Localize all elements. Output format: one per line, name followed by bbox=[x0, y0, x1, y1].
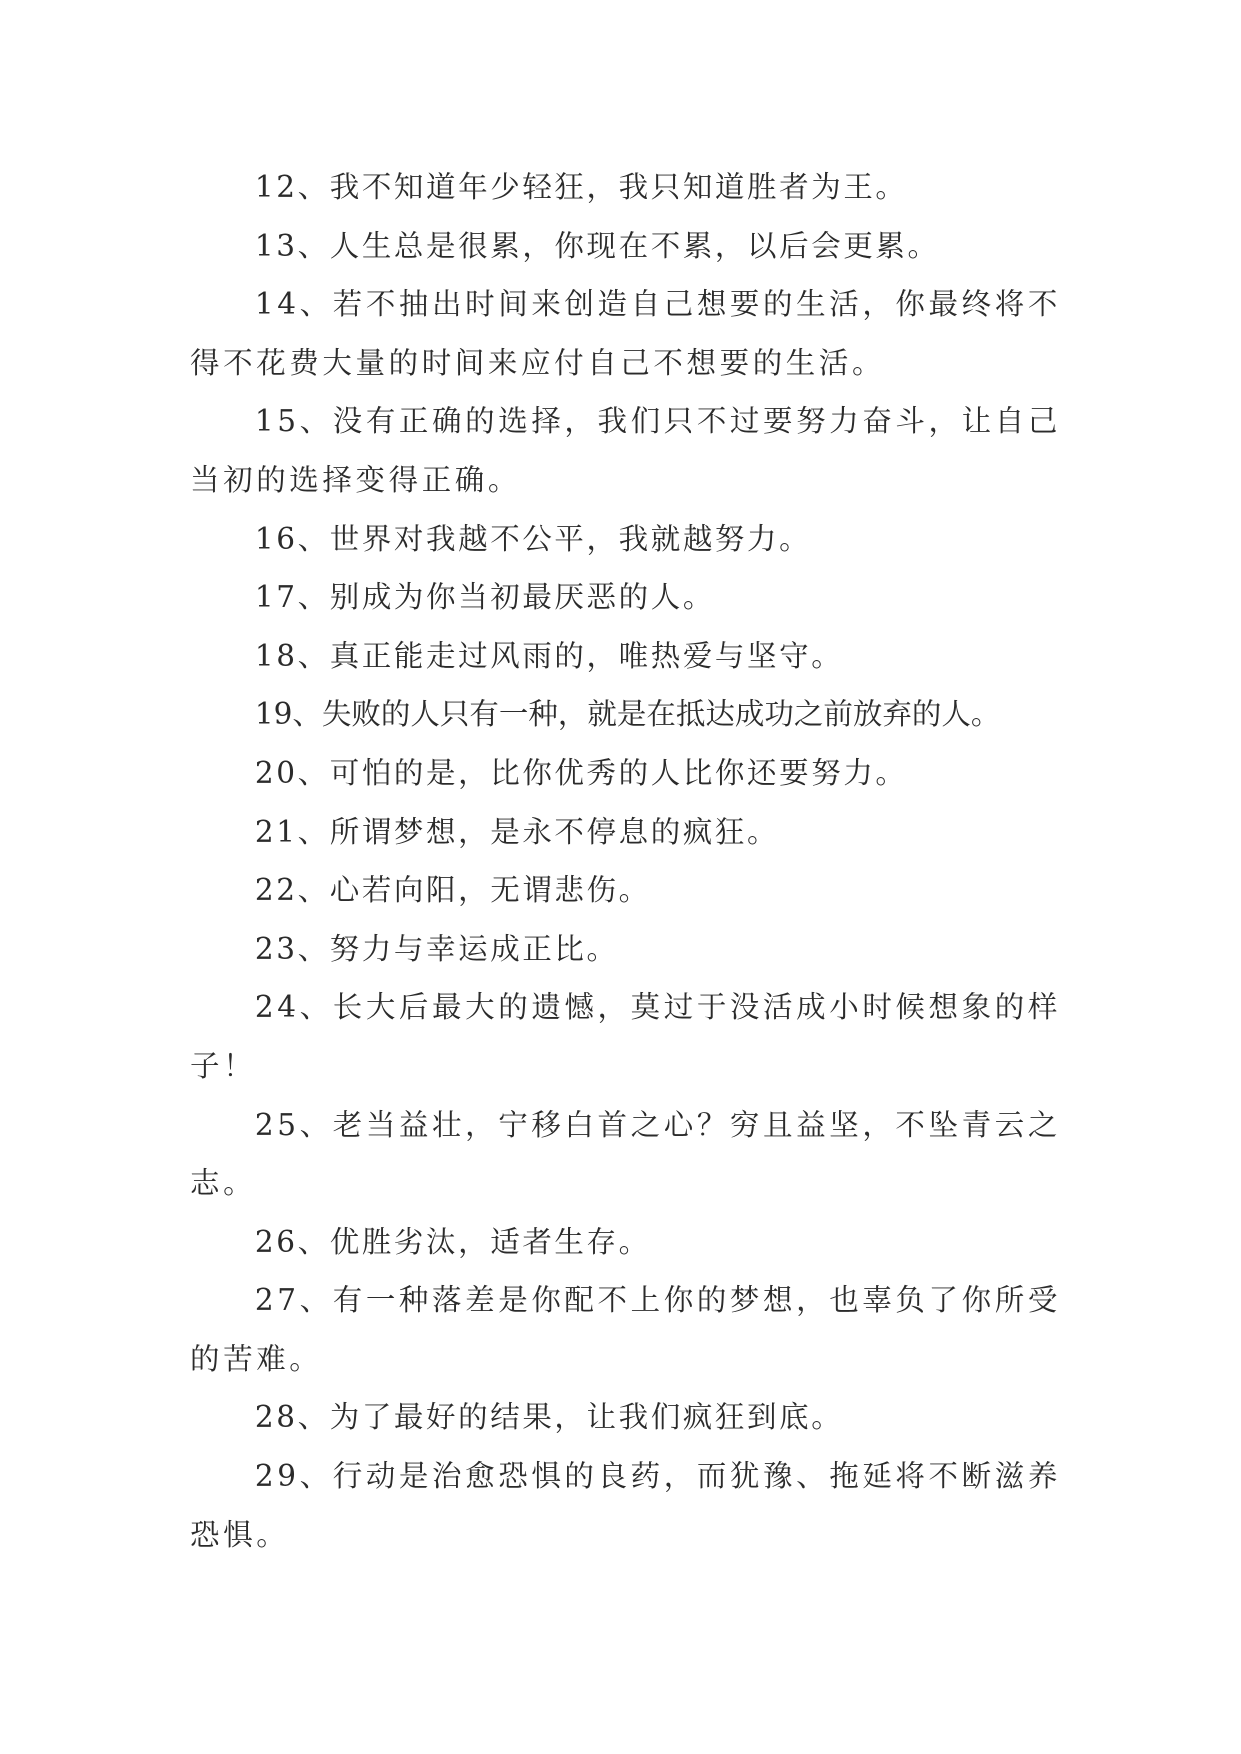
quote-line: 26、优胜劣汰，适者生存。 bbox=[254, 1224, 651, 1259]
quote-item-27 bbox=[190, 1271, 1060, 1388]
quote-item-13 bbox=[190, 217, 1060, 276]
quote-item-14 bbox=[190, 275, 1060, 392]
quote-item-18 bbox=[190, 627, 1060, 686]
quote-line: 23、努力与幸运成正比。 bbox=[254, 931, 619, 966]
quote-line: 18、真正能走过风雨的，唯热爱与坚守。 bbox=[254, 638, 844, 673]
quote-line: 24、长大后最大的遗憾，莫过于没活成小时候想象的样 bbox=[254, 990, 1061, 1025]
quote-line: 15、没有正确的选择，我们只不过要努力奋斗，让自己 bbox=[254, 404, 1061, 439]
quote-line: 16、世界对我越不公平，我就越努力。 bbox=[254, 521, 812, 556]
quote-line: 21、所谓梦想，是永不停息的疯狂。 bbox=[254, 814, 780, 849]
quote-line-continued: 当初的选择变得正确。 bbox=[190, 462, 522, 497]
quote-item-28 bbox=[190, 1388, 1060, 1447]
quote-line: 13、人生总是很累，你现在不累，以后会更累。 bbox=[254, 228, 940, 263]
quote-item-29 bbox=[190, 1447, 1060, 1564]
quote-item-22 bbox=[190, 861, 1060, 920]
quote-list bbox=[190, 158, 1060, 1564]
quote-line: 28、为了最好的结果，让我们疯狂到底。 bbox=[254, 1400, 844, 1435]
quote-line-continued: 的苦难。 bbox=[190, 1341, 323, 1376]
quote-item-19 bbox=[190, 685, 1060, 744]
quote-item-15 bbox=[190, 392, 1060, 509]
quote-item-21 bbox=[190, 803, 1060, 862]
quote-item-17 bbox=[190, 568, 1060, 627]
quote-item-24 bbox=[190, 978, 1060, 1095]
quote-line: 29、行动是治愈恐惧的良药，而犹豫、拖延将不断滋养 bbox=[254, 1459, 1061, 1494]
quote-line: 20、可怕的是，比你优秀的人比你还要努力。 bbox=[254, 755, 908, 790]
quote-item-26 bbox=[190, 1213, 1060, 1272]
quote-item-12 bbox=[190, 158, 1060, 217]
quote-item-16 bbox=[190, 510, 1060, 569]
quote-line-continued: 得不花费大量的时间来应付自己不想要的生活。 bbox=[190, 345, 886, 380]
quote-line-continued: 恐惧。 bbox=[190, 1517, 290, 1552]
quote-line-continued: 子！ bbox=[190, 1048, 257, 1083]
quote-line: 19、失败的人只有一种，就是在抵达成功之前放弃的人。 bbox=[254, 697, 1001, 732]
quote-line: 14、若不抽出时间来创造自己想要的生活，你最终将不 bbox=[254, 287, 1061, 322]
quote-item-25 bbox=[190, 1096, 1060, 1213]
quote-line: 27、有一种落差是你配不上你的梦想，也辜负了你所受 bbox=[254, 1283, 1061, 1318]
quote-item-20 bbox=[190, 744, 1060, 803]
quote-line: 12、我不知道年少轻狂，我只知道胜者为王。 bbox=[254, 170, 908, 204]
quote-line: 17、别成为你当初最厌恶的人。 bbox=[254, 580, 715, 615]
quote-line: 22、心若向阳，无谓悲伤。 bbox=[254, 873, 651, 908]
quote-line: 25、老当益壮，宁移白首之心？穷且益坚，不坠青云之 bbox=[254, 1107, 1061, 1142]
quote-item-23 bbox=[190, 920, 1060, 979]
quote-line-continued: 志。 bbox=[190, 1166, 257, 1201]
